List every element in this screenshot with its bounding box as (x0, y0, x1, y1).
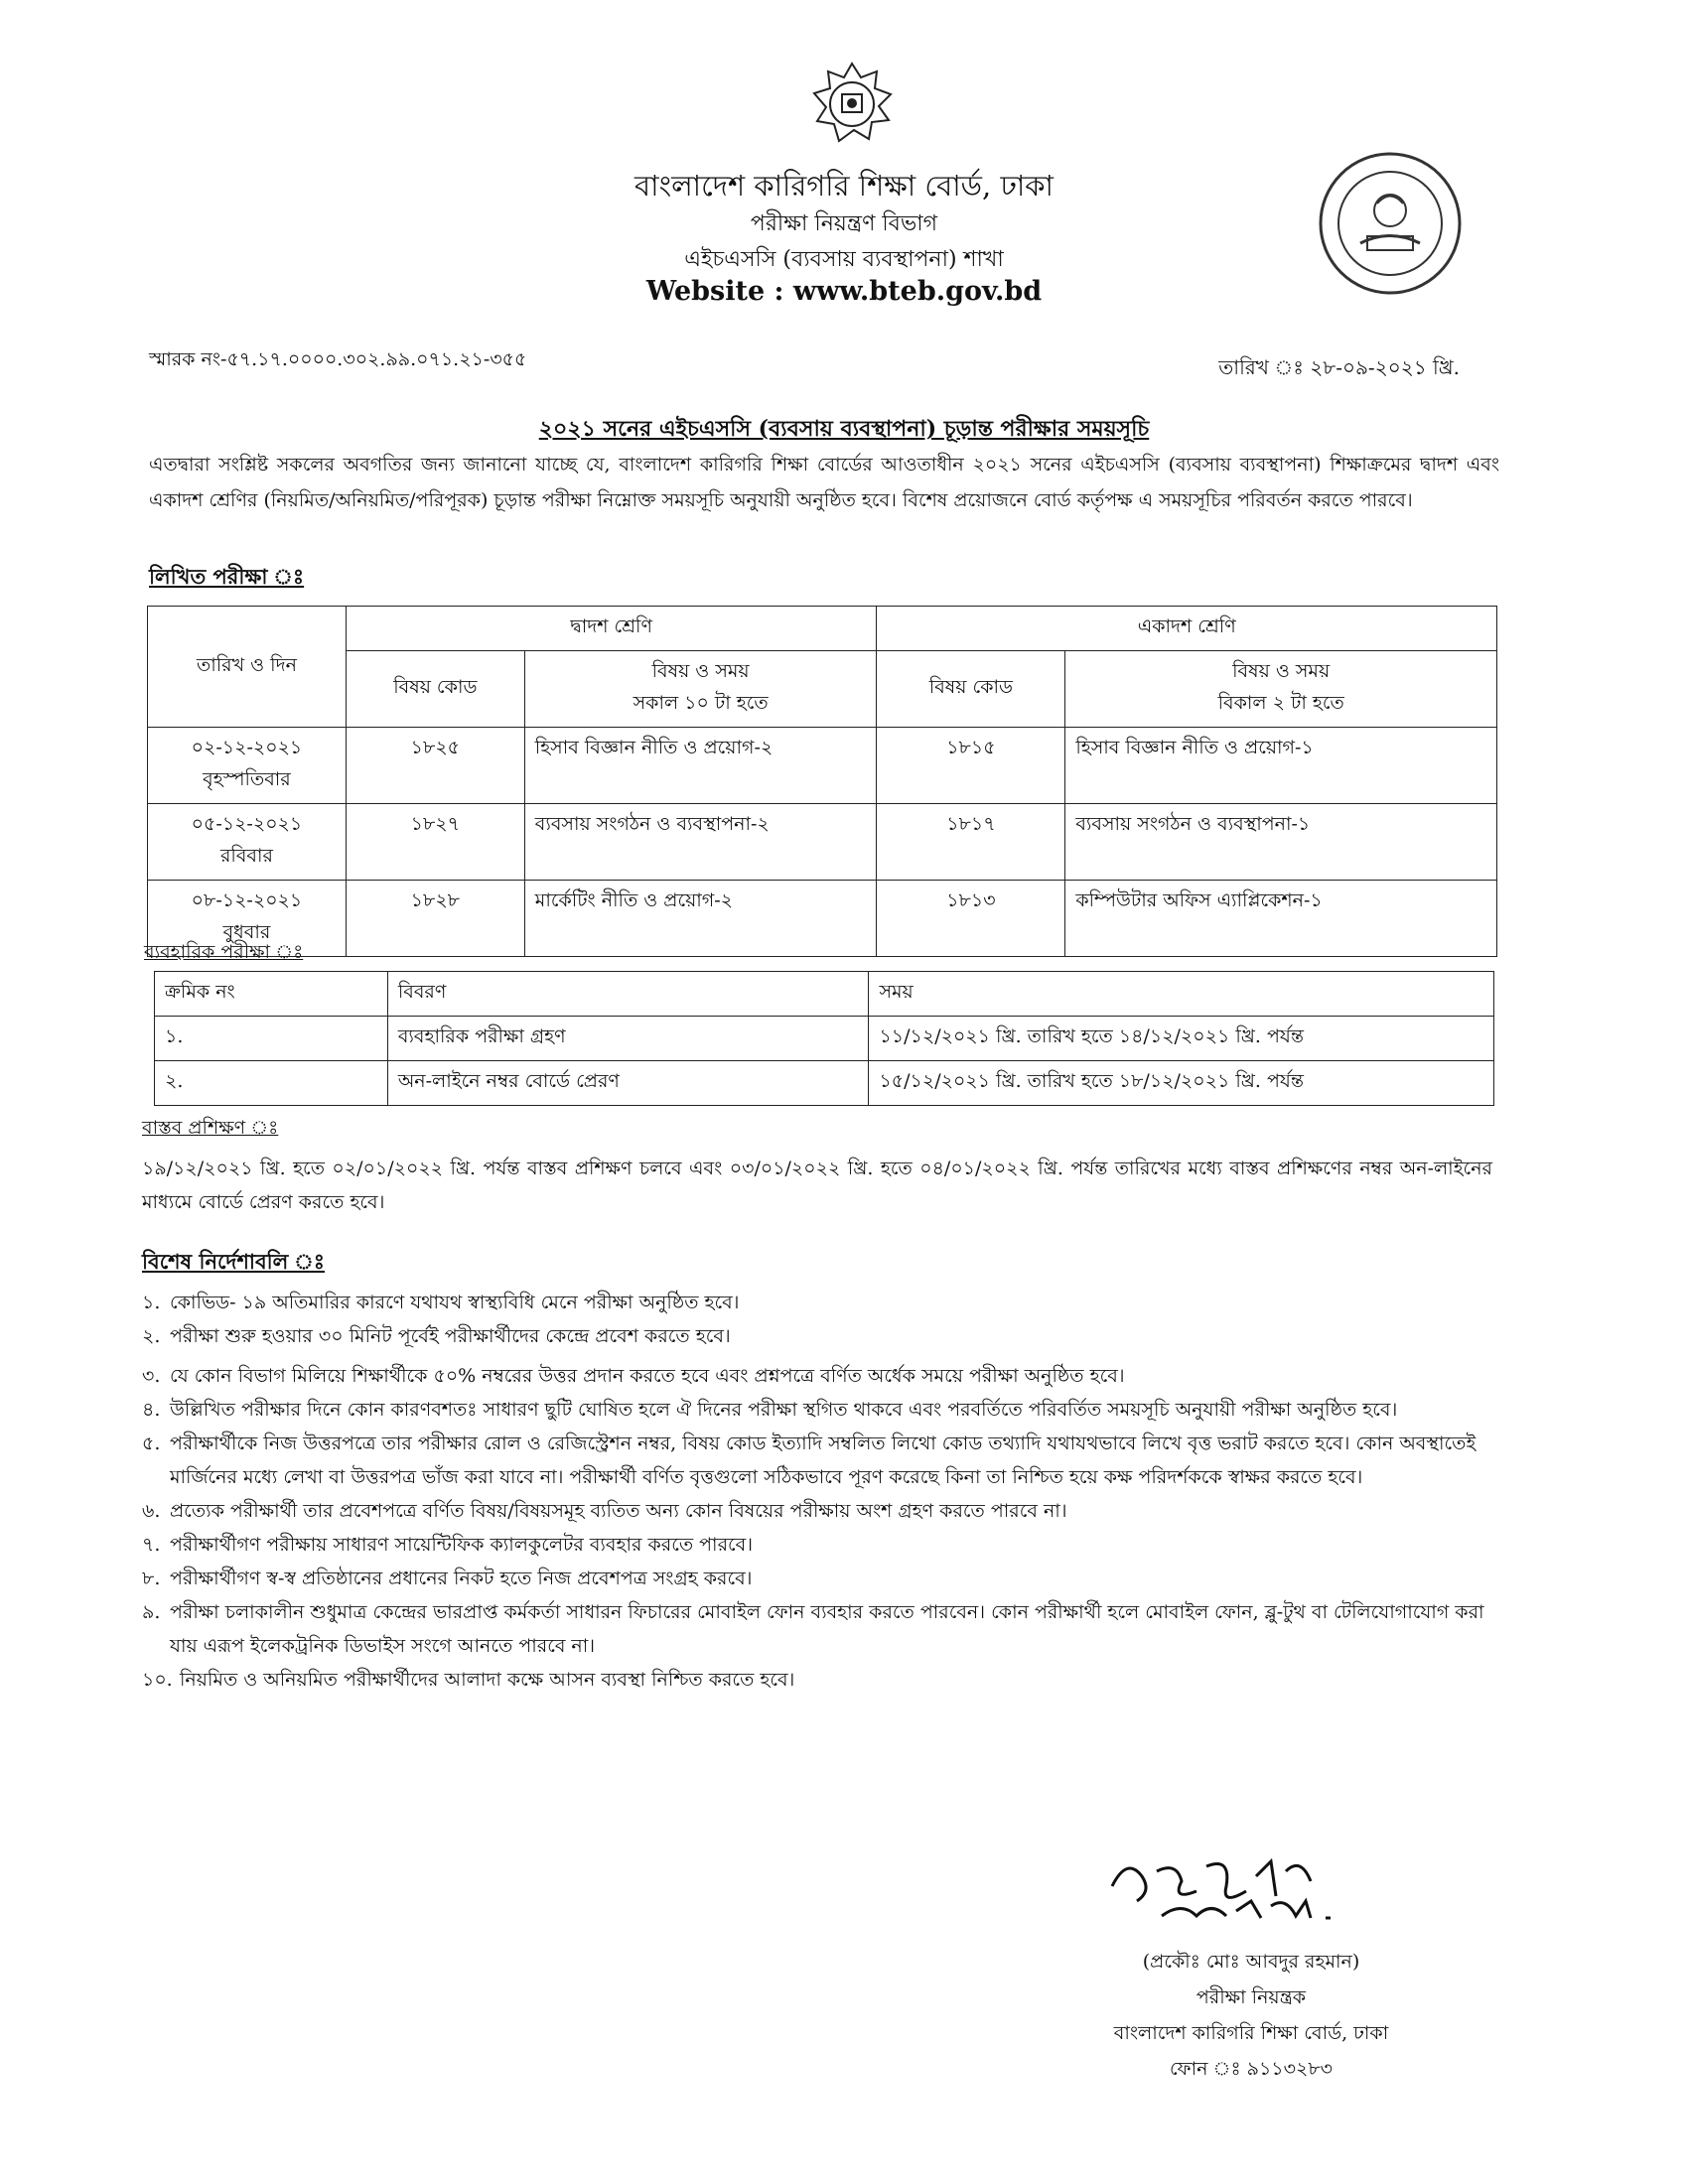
intro-paragraph: এতদ্বারা সংশ্লিষ্ট সকলের অবগতির জন্য জানানো যাচ্ছে যে, বাংলাদেশ কারিগরি শিক্ষা বোর্ডের আওতাধীন ২০২১ সনের এইচএসসি (ব্যবসায় ব্যবস্থাপনা) শিক্ষাক্রমের দ্বাদশ এবং একাদশ শ্রেণির (নিয়মিত/অনিয়মিত/পরিপূরক) চূড়ান্ত পরীক্ষা নিম্নোক্ত সময়সূচি অনুযায়ী অনুষ্ঠিত হবে। বিশেষ প্রয়োজনে বোর্ড কর্তৃপক্ষ এ সময়সূচির পরিবর্তন করতে পারবে। (149, 454, 1499, 511)
row-serial: ২. (155, 1061, 388, 1106)
list-item (142, 1528, 1492, 1562)
item-text: প্রত্যেক পরীক্ষার্থী তার প্রবেশপত্রে বর্ণিত বিষয়/বিষয়সমূহ ব্যতিত অন্য কোন বিষয়ের পরীক্ষায় অংশ গ্রহণ করতে পারবে না। (170, 1500, 1067, 1522)
time11-label: বিকাল ২ টা হতে (1217, 692, 1344, 714)
row-subj12: ব্যবসায় সংগঠন ও ব্যবস্থাপনা-২ (524, 804, 877, 881)
row-code12: ১৮২৭ (346, 804, 524, 881)
row-day: রবিবার (219, 845, 273, 867)
code11-header: বিষয় কোড (877, 651, 1065, 728)
row-subj11: ব্যবসায় সংগঠন ও ব্যবস্থাপনা-১ (1065, 804, 1497, 881)
item-text: পরীক্ষার্থীকে নিজ উত্তরপত্রে তার পরীক্ষার রোল ও রেজিস্ট্রেশন নম্বর, বিষয় কোড ইত্যাদি সম্বলিত লিথো কোড তথ্যাদি যথাযথভাবে লিখে বৃত্ত ভরাট করতে হবে। কোন অবস্থাতেই মার্জিনের মধ্যে লেখা বা উত্তরপত্র ভাঁজ করা যাবে না। পরীক্ষার্থী বর্ণিত বৃত্তগুলো সঠিকভাবে পূরণ করেছে কিনা তা নিশ্চিত হয়ে কক্ষ পরিদর্শককে স্বাক্ষর করতে হবে। (170, 1433, 1477, 1488)
code12-header: বিষয় কোড (346, 651, 524, 728)
subj12-header (524, 651, 877, 728)
item-text: পরীক্ষা চলাকালীন শুধুমাত্র কেন্দ্রের ভারপ্রাপ্ত কর্মকর্তা সাধারন ফিচারের মোবাইল ফোন ব্যবহার করতে পারবেন। কোন পরীক্ষার্থী হলে মোবাইল ফোন, ব্লু-টুথ বা টেলিযোগাযোগ করা যায় এরূপ ইলেকট্রনিক ডিভাইস সংগে আনতে পারবে না। (170, 1601, 1484, 1657)
written-heading: লিখিত পরীক্ষা ঃ (149, 564, 305, 589)
row-subj12: মার্কেটিং নীতি ও প্রয়োগ-২ (524, 881, 877, 957)
item-number: ৯. (142, 1601, 161, 1623)
table-row (155, 1061, 1494, 1106)
item-text: পরীক্ষার্থীগণ স্ব-স্ব প্রতিষ্ঠানের প্রধানের নিকট হতে নিজ প্রবেশপত্র সংগ্রহ করবে। (170, 1568, 753, 1589)
item-text: পরীক্ষার্থীগণ পরীক্ষায় সাধারণ সায়েন্টিফিক ক্যালকুলেটর ব্যবহার করতে পারবে। (170, 1534, 754, 1556)
item-number: ১. (142, 1292, 161, 1313)
row-day: বৃহস্পতিবার (203, 768, 291, 790)
row-code11: ১৮১৩ (877, 881, 1065, 957)
signatory-name: (প্রকৌঃ মোঃ আবদুর রহমান) (1142, 1951, 1360, 1973)
item-number: ৭. (142, 1534, 161, 1556)
table-row (155, 1017, 1494, 1061)
list-item (142, 1595, 1492, 1663)
memo-number: স্মারক নং-৫৭.১৭.০০০০.৩০২.৯৯.০৭১.২১-৩৫৫ (149, 348, 527, 370)
dept-name: পরীক্ষা নিয়ন্ত্রণ বিভাগ (750, 211, 938, 236)
org-name: বাংলাদেশ কারিগরি শিক্ষা বোর্ড, ঢাকা (634, 169, 1054, 203)
item-number: ২. (142, 1325, 161, 1347)
item-text: কোভিড- ১৯ অতিমারির কারণে যথাযথ স্বাস্থ্যবিধি মেনে পরীক্ষা অনুষ্ঠিত হবে। (170, 1292, 740, 1313)
time12-label: সকাল ১০ টা হতে (633, 692, 769, 714)
training-heading: বাস্তব প্রশিক্ষণ ঃ (142, 1117, 279, 1139)
row-code12: ১৮২৫ (346, 728, 524, 804)
item-text: পরীক্ষা শুরু হওয়ার ৩০ মিনিট পূর্বেই পরীক্ষার্থীদের কেন্দ্রে প্রবেশ করতে হবে। (170, 1325, 731, 1347)
item-text: উল্লিখিত পরীক্ষার দিনে কোন কারণবশতঃ সাধারণ ছুটি ঘোষিত হলে ঐ দিনের পরীক্ষা স্থগিত থাকবে এবং পরবর্তিতে পরিবর্তিত সময়সূচি অনুযায়ী পরীক্ষা অনুষ্ঠিত হবে। (170, 1399, 1398, 1421)
list-item (142, 1427, 1492, 1494)
col-date-header: তারিখ ও দিন (148, 607, 347, 728)
table-row (148, 728, 1497, 804)
row-day: বুধবার (222, 921, 271, 943)
signature-icon (1102, 1846, 1390, 1926)
website: Website : www.bteb.gov.bd (645, 276, 1043, 307)
signatory-designation: পরীক্ষা নিয়ন্ত্রক (1196, 1986, 1307, 2008)
subj11-label: বিষয় ও সময় (1232, 660, 1331, 682)
row-date: ০৮-১২-২০২১ (191, 889, 303, 911)
row-desc: অন-লাইনে নম্বর বোর্ডে প্রেরণ (387, 1061, 869, 1106)
col-serial-header: ক্রমিক নং (155, 972, 388, 1017)
item-number: ৫. (142, 1433, 161, 1454)
list-item (142, 1359, 1492, 1393)
row-time: ১১/১২/২০২১ খ্রি. তারিখ হতে ১৪/১২/২০২১ খ্রি. পর্যন্ত (869, 1017, 1494, 1061)
signatory-org: বাংলাদেশ কারিগরি শিক্ষা বোর্ড, ঢাকা (1113, 2022, 1389, 2044)
list-item (142, 1319, 1492, 1353)
written-exam-table (147, 606, 1497, 957)
instructions-list (142, 1286, 1492, 1697)
item-number: ১০. (142, 1669, 173, 1691)
list-item (142, 1494, 1492, 1528)
item-number: ৪. (142, 1399, 161, 1421)
list-item (142, 1286, 1492, 1319)
table-row (148, 804, 1497, 881)
row-time: ১৫/১২/২০২১ খ্রি. তারিখ হতে ১৮/১২/২০২১ খ্রি. পর্যন্ত (869, 1061, 1494, 1106)
item-number: ৩. (142, 1365, 161, 1387)
row-subj12: হিসাব বিজ্ঞান নীতি ও প্রয়োগ-২ (524, 728, 877, 804)
row-code11: ১৮১৫ (877, 728, 1065, 804)
row-date: ০৫-১২-২০২১ (191, 813, 303, 835)
item-number: ৮. (142, 1568, 161, 1589)
row-code11: ১৮১৭ (877, 804, 1065, 881)
row-date: ০২-১২-২০২১ (191, 737, 303, 758)
table-row (148, 881, 1497, 957)
row-serial: ১. (155, 1017, 388, 1061)
list-item (142, 1663, 1492, 1697)
instructions-heading: বিশেষ নির্দেশাবলি ঃ (142, 1249, 325, 1274)
bteb-logo-icon (809, 62, 895, 147)
row-desc: ব্যবহারিক পরীক্ষা গ্রহণ (387, 1017, 869, 1061)
practical-exam-table (154, 971, 1494, 1106)
item-number: ৬. (142, 1500, 161, 1522)
training-paragraph: ১৯/১২/২০২১ খ্রি. হতে ০২/০১/২০২২ খ্রি. পর্যন্ত বাস্তব প্রশিক্ষণ চলবে এবং ০৩/০১/২০২২ খ্রি. হতে ০৪/০১/২০২২ খ্রি. পর্যন্ত তারিখের মধ্যে বাস্তব প্রশিক্ষণের নম্বর অন-লাইনের মাধ্যমে বোর্ডে প্রেরণ করতে হবে। (142, 1158, 1492, 1213)
subj12-label: বিষয় ও সময় (651, 660, 750, 682)
subj11-header (1065, 651, 1497, 728)
list-item (142, 1393, 1492, 1427)
row-code12: ১৮২৮ (346, 881, 524, 957)
practical-heading: ব্যবহারিক পরীক্ষা ঃ (144, 941, 304, 963)
class11-header: একাদশ শ্রেণি (877, 607, 1497, 651)
doc-title: ২০২১ সনের এইচএসসি (ব্যবসায় ব্যবস্থাপনা) চূড়ান্ত পরীক্ষার সময়সূচি (538, 416, 1150, 442)
item-text: যে কোন বিভাগ মিলিয়ে শিক্ষার্থীকে ৫০% নম্বরের উত্তর প্রদান করতে হবে এবং প্রশ্নপত্রে বর্ণিত অর্ধেক সময়ে পরীক্ষা অনুষ্ঠিত হবে। (170, 1365, 1125, 1387)
class12-header: দ্বাদশ শ্রেণি (346, 607, 877, 651)
doc-date: তারিখ ঃ ২৮-০৯-২০২১ খ্রি. (1218, 355, 1460, 379)
signature-block (1043, 1944, 1460, 2087)
col-desc-header: বিবরণ (387, 972, 869, 1017)
col-time-header: সময় (869, 972, 1494, 1017)
list-item (142, 1562, 1492, 1595)
branch-name: এইচএসসি (ব্যবসায় ব্যবস্থাপনা) শাখা (684, 247, 1004, 272)
row-subj11: হিসাব বিজ্ঞান নীতি ও প্রয়োগ-১ (1065, 728, 1497, 804)
row-subj11: কম্পিউটার অফিস এ্যাপ্লিকেশন-১ (1065, 881, 1497, 957)
signatory-phone: ফোন ঃ ৯১১৩২৮৩ (1169, 2058, 1334, 2080)
item-text: নিয়মিত ও অনিয়মিত পরীক্ষার্থীদের আলাদা কক্ষে আসন ব্যবস্থা নিশ্চিত করতে হবে। (180, 1669, 795, 1691)
